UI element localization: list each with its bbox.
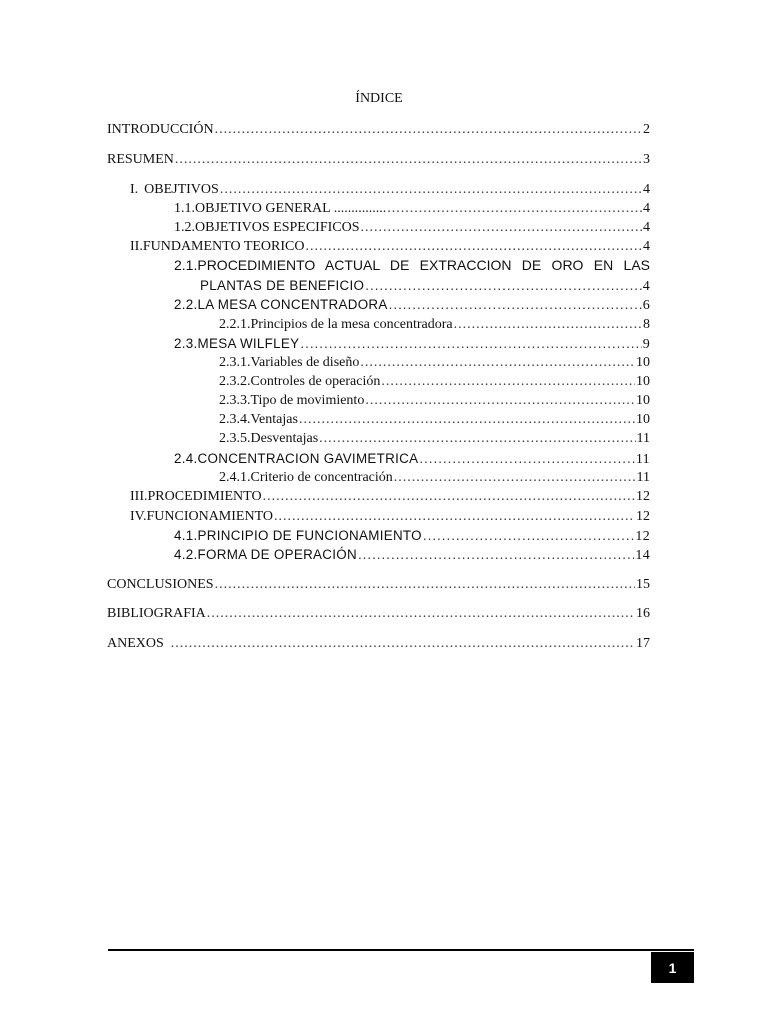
toc-page-number: 4 <box>642 279 650 294</box>
dot-leader <box>358 546 634 564</box>
footer-rule <box>108 949 694 951</box>
toc-entry-criterio[interactable] <box>219 469 650 487</box>
toc-page-number: 12 <box>635 529 650 544</box>
toc-label: 1.2.OBJETIVOS ESPECIFICOS <box>174 220 360 235</box>
toc-number: 2.3.5. <box>219 431 251 446</box>
toc-label: FUNCIONAMIENTO <box>146 509 273 524</box>
dot-leader <box>365 277 641 295</box>
toc-entry-mesa-concentradora[interactable] <box>174 296 650 314</box>
toc-label: Variables de diseño <box>250 355 360 370</box>
toc-page-number: 9 <box>642 337 650 352</box>
toc-entry-funcionamiento[interactable] <box>130 508 650 526</box>
dot-leader <box>215 576 635 594</box>
toc-page-number: 10 <box>636 374 650 389</box>
toc-page-number: 14 <box>635 548 650 563</box>
toc-label: INTRODUCCIÓN <box>107 122 214 137</box>
toc-entry-concentracion[interactable] <box>174 450 650 468</box>
toc-entry-controles[interactable] <box>219 373 650 391</box>
toc-label: PROCEDIMIENTO <box>147 489 262 504</box>
toc-entry-introduccion[interactable] <box>107 121 650 139</box>
toc-number: I. <box>130 182 139 197</box>
toc-page-number: 3 <box>643 152 650 167</box>
toc-number: 2.2.1. <box>219 317 251 332</box>
toc-label: CONCLUSIONES <box>107 577 214 592</box>
toc-number: 2.3.3. <box>219 393 251 408</box>
index-title: ÍNDICE <box>355 91 403 106</box>
toc-label: ANEXOS <box>107 636 164 651</box>
toc-label: Tipo de movimiento <box>250 393 365 408</box>
toc-entry-objetivo-general[interactable] <box>174 200 650 218</box>
toc-page-number: 4 <box>643 239 650 254</box>
dot-leader <box>305 238 642 256</box>
toc-label: 2.2.LA MESA CONCENTRADORA <box>174 297 388 312</box>
toc-entry-forma-operacion[interactable] <box>174 546 650 564</box>
toc-label: 2.3.MESA WILFLEY <box>174 336 300 351</box>
dot-leader <box>215 121 642 139</box>
toc-entry-objetivos[interactable] <box>130 181 650 199</box>
toc-label: BIBLIOGRAFIA <box>107 606 206 621</box>
dot-leader <box>394 469 636 487</box>
toc-page-number: 16 <box>636 606 650 621</box>
dot-leader <box>389 296 642 314</box>
dot-leader <box>423 527 635 545</box>
dot-leader <box>299 411 635 429</box>
toc-label: Principios de la mesa concentradora <box>250 317 453 332</box>
toc-entry-bibliografia[interactable] <box>107 605 650 623</box>
toc-entry-conclusiones[interactable] <box>107 576 650 594</box>
toc-entry-fundamento[interactable] <box>130 238 650 256</box>
dot-leader <box>454 316 642 334</box>
toc-page-number: 8 <box>643 317 650 332</box>
dot-leader <box>387 200 642 218</box>
toc-page-number: 12 <box>636 509 650 524</box>
toc-entry-principio-funcionamiento[interactable] <box>174 527 650 545</box>
toc-number: II. <box>130 239 143 254</box>
toc-label: 1.1.OBJETIVO GENERAL ............... <box>174 201 387 216</box>
toc-label: Ventajas <box>250 412 298 427</box>
dot-leader <box>175 151 642 169</box>
toc-label: 4.1.PRINCIPIO DE FUNCIONAMIENTO <box>174 528 422 543</box>
toc-label: Controles de operación <box>250 374 381 389</box>
dot-leader <box>360 354 635 372</box>
toc-label: FUNDAMENTO TEORICO <box>142 239 305 254</box>
toc-label: Desventajas <box>250 431 319 446</box>
toc-number: 2.3.1. <box>219 355 251 370</box>
dot-leader <box>361 219 642 237</box>
toc-page-number: 11 <box>636 431 650 446</box>
toc-number: III. <box>130 489 148 504</box>
toc-page-number: 6 <box>642 298 650 313</box>
toc-entry-resumen[interactable] <box>107 151 650 169</box>
toc-page-number: 2 <box>643 122 650 137</box>
toc-number: IV. <box>130 509 147 524</box>
toc-entry-tipo-movimiento[interactable] <box>219 392 650 410</box>
toc-entry-anexos[interactable] <box>107 635 650 653</box>
toc-entry-principios[interactable] <box>219 316 650 334</box>
toc-entry-variables[interactable] <box>219 354 650 372</box>
toc-page-number: 4 <box>643 201 650 216</box>
dot-leader <box>319 430 635 448</box>
toc-label: 2.4.CONCENTRACION GAVIMETRICA <box>174 451 419 466</box>
page-number-badge: 1 <box>651 952 694 983</box>
dot-leader <box>274 508 635 526</box>
dot-leader <box>381 373 635 391</box>
toc-page-number: 10 <box>636 355 650 370</box>
toc-entry-objetivos-especificos[interactable] <box>174 219 650 237</box>
dot-leader <box>220 181 642 199</box>
toc-entry-procedimiento-actual[interactable]: 2.1.PROCEDIMIENTO ACTUAL DE EXTRACCION DE ORO EN LAS <box>174 257 650 273</box>
toc-label: PLANTAS DE BENEFICIO <box>200 278 365 293</box>
toc-label: 4.2.FORMA DE OPERACIÓN <box>174 547 357 562</box>
toc-number: 2.3.2. <box>219 374 251 389</box>
toc-page-number: 11 <box>635 452 650 467</box>
toc-entry-desventajas[interactable] <box>219 430 650 448</box>
toc-entry-procedimiento[interactable] <box>130 488 650 506</box>
dot-leader <box>207 605 635 623</box>
dot-leader <box>263 488 635 506</box>
toc-page-number: 10 <box>636 412 650 427</box>
toc-entry-plantas-beneficio[interactable] <box>200 277 650 295</box>
toc-page-number: 11 <box>636 470 650 485</box>
toc-label: RESUMEN <box>107 152 174 167</box>
dot-leader <box>300 335 641 353</box>
dot-leader <box>419 450 635 468</box>
toc-page-number: 17 <box>636 636 650 651</box>
toc-page-number: 4 <box>643 182 650 197</box>
toc-page-number: 15 <box>636 577 650 592</box>
toc-entry-mesa-wilfley[interactable] <box>174 335 650 353</box>
toc-entry-ventajas[interactable] <box>219 411 650 429</box>
toc-page-number: 12 <box>636 489 650 504</box>
toc-number: 2.4.1. <box>219 470 251 485</box>
dot-leader <box>365 392 635 410</box>
toc-number: 2.3.4. <box>219 412 251 427</box>
dot-leader <box>171 635 635 653</box>
toc-label: Criterio de concentración <box>250 470 393 485</box>
toc-page-number: 10 <box>636 393 650 408</box>
toc-page-number: 4 <box>643 220 650 235</box>
toc-label: OBEJTIVOS <box>144 182 219 197</box>
